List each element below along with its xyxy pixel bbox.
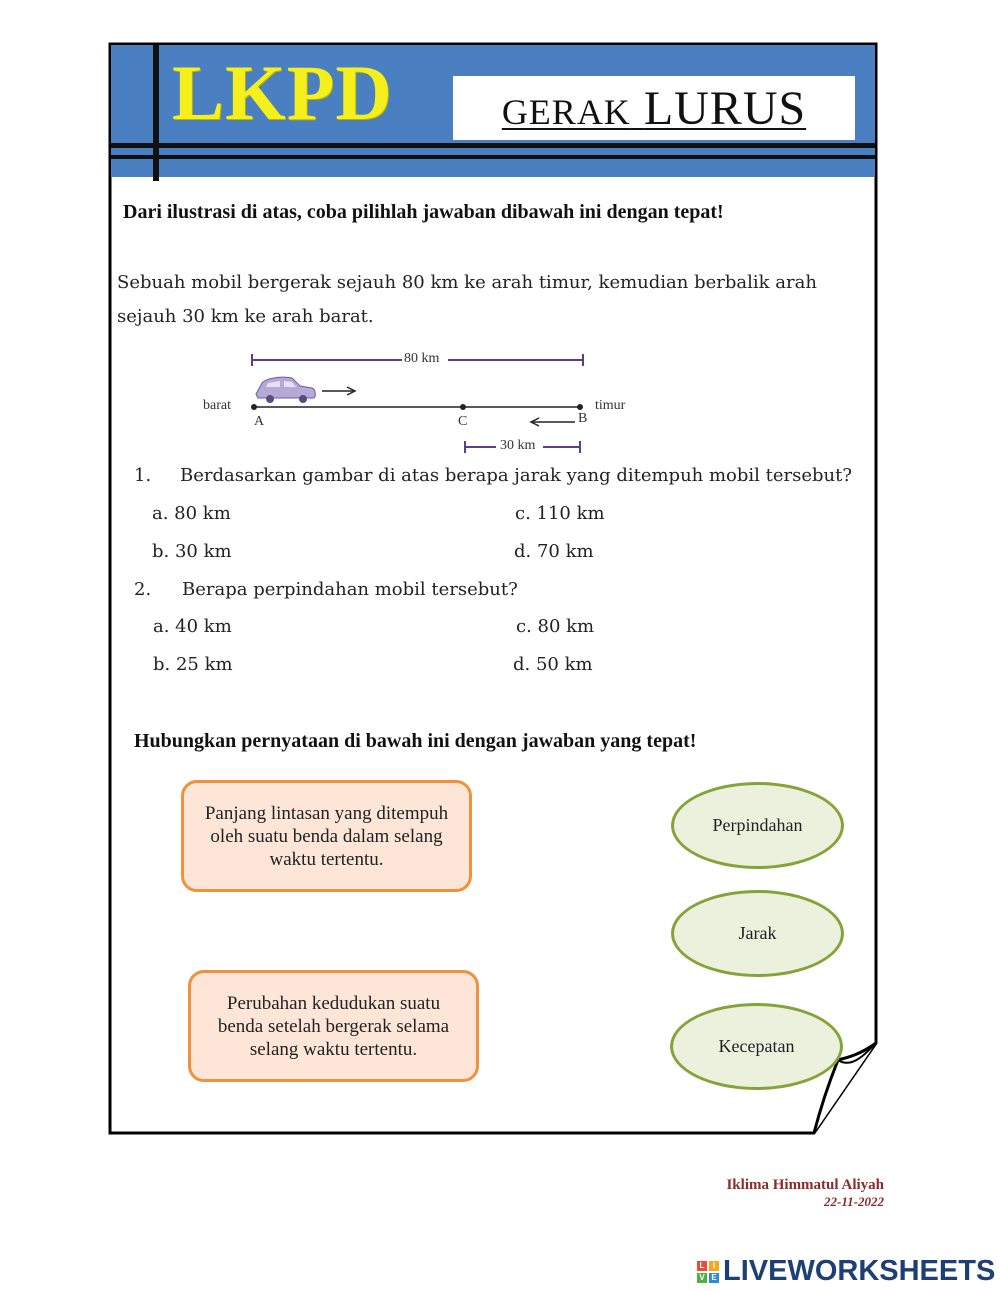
statement-box[interactable]: Perubahan kedudukan suatu benda setelah bergerak selama selang waktu tertentu.: [188, 970, 479, 1082]
answer-option[interactable]: b. 30 km: [152, 541, 232, 562]
answer-option[interactable]: c. 80 km: [516, 616, 595, 637]
worksheet-subtitle: GERAK LURUS: [501, 81, 807, 135]
question-number: 2.: [134, 579, 152, 600]
question-text: Berdasarkan gambar di atas berapa jarak yang ditempuh mobil tersebut?: [180, 465, 853, 486]
worksheet-title: LKPD: [172, 49, 393, 136]
answer-kecepatan[interactable]: Kecepatan: [670, 1003, 843, 1090]
point-b-label: B: [578, 411, 588, 426]
point-c-label: C: [458, 414, 468, 429]
west-label: barat: [203, 398, 231, 413]
question-text: Berapa perpindahan mobil tersebut?: [182, 579, 518, 600]
point-a-label: A: [254, 414, 265, 429]
answer-jarak[interactable]: Jarak: [671, 890, 844, 977]
answer-option[interactable]: c. 110 km: [515, 503, 605, 524]
answer-option[interactable]: d. 50 km: [513, 654, 593, 675]
question-number: 1.: [134, 465, 152, 486]
east-label: timur: [595, 398, 626, 413]
answer-option[interactable]: a. 40 km: [153, 616, 232, 637]
answer-option[interactable]: a. 80 km: [152, 503, 231, 524]
section1-instruction: Dari ilustrasi di atas, coba pilihlah jawaban dibawah ini dengan tepat!: [123, 201, 724, 223]
answer-option[interactable]: d. 70 km: [514, 541, 594, 562]
distance-back-label: 30 km: [500, 438, 536, 453]
author-date: 22-11-2022: [824, 1194, 884, 1209]
statement-box[interactable]: Panjang lintasan yang ditempuh oleh suatu benda dalam selang waktu tertentu.: [181, 780, 472, 892]
author-name: Iklima Himmatul Aliyah: [726, 1177, 884, 1193]
brand-logo-icon: L I V E: [697, 1261, 719, 1283]
distance-total-label: 80 km: [404, 351, 440, 366]
problem-statement: Sebuah mobil bergerak sejauh 80 km ke arah timur, kemudian berbalik arah sejauh 30 km ke arah barat.: [117, 272, 817, 327]
brand-name: LIVEWORKSHEETS: [723, 1255, 996, 1287]
answer-perpindahan[interactable]: Perpindahan: [671, 782, 844, 869]
answer-option[interactable]: b. 25 km: [153, 654, 233, 675]
liveworksheets-brand[interactable]: [697, 1255, 995, 1288]
author-block: [726, 1177, 884, 1210]
matching-instruction: Hubungkan pernyataan di bawah ini dengan jawaban yang tepat!: [134, 730, 697, 752]
subtitle-box: [453, 76, 855, 140]
